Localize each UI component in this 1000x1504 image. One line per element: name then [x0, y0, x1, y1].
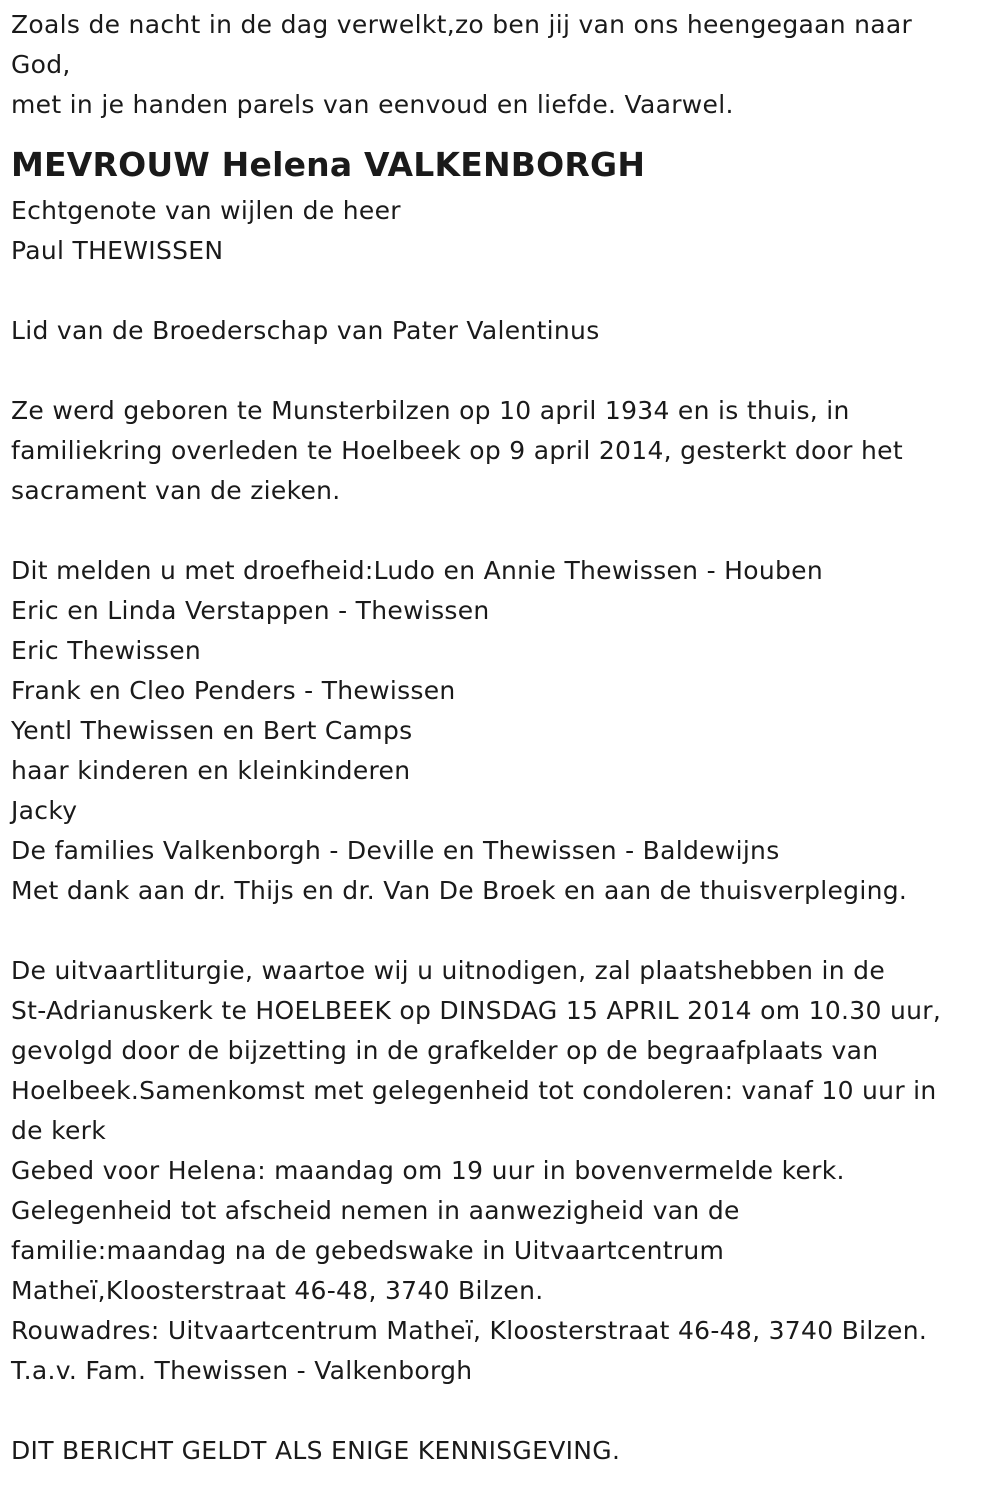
poem-line: God, [11, 50, 71, 79]
funeral-line: Gelegenheid tot afscheid nemen in aanwezigheid van de [11, 1196, 740, 1225]
birth-death-line: Ze werd geboren te Munsterbilzen op 10 april 1934 en is thuis, in [11, 396, 850, 425]
spacer [11, 271, 986, 311]
birth-death-line: sacrament van de zieken. [11, 476, 341, 505]
family-line: Frank en Cleo Penders - Thewissen [11, 676, 456, 705]
spacer [11, 1391, 986, 1431]
spouse-line: Echtgenote van wijlen de heer [11, 196, 401, 225]
spacer [11, 911, 986, 951]
deceased-name-title: MEVROUW Helena VALKENBORGH [11, 145, 646, 184]
family-line: De families Valkenborgh - Deville en Thewissen - Baldewijns [11, 836, 780, 865]
membership-line: Lid van de Broederschap van Pater Valentinus [11, 316, 600, 345]
family-line: Dit melden u met droefheid:Ludo en Annie Thewissen - Houben [11, 556, 823, 585]
funeral-line: familie:maandag na de gebedswake in Uitvaartcentrum [11, 1236, 725, 1265]
birth-death-line: familiekring overleden te Hoelbeek op 9 april 2014, gesterkt door het [11, 436, 903, 465]
poem-line: Zoals de nacht in de dag verwelkt,zo ben jij van ons heengegaan naar [11, 10, 913, 39]
funeral-line: Matheï,Kloosterstraat 46-48, 3740 Bilzen. [11, 1276, 544, 1305]
family-block [11, 551, 986, 911]
poem-line: met in je handen parels van eenvoud en liefde. Vaarwel. [11, 90, 734, 119]
family-line: haar kinderen en kleinkinderen [11, 756, 411, 785]
funeral-line: De uitvaartliturgie, waartoe wij u uitnodigen, zal plaatshebben in de [11, 956, 885, 985]
family-line: Jacky [11, 796, 78, 825]
spacer [11, 351, 986, 391]
funeral-line: St-Adrianuskerk te HOELBEEK op DINSDAG 15 APRIL 2014 om 10.30 uur, [11, 996, 942, 1025]
family-line: Met dank aan dr. Thijs en dr. Van De Broek en aan de thuisverpleging. [11, 876, 908, 905]
family-line: Yentl Thewissen en Bert Camps [11, 716, 413, 745]
family-line: Eric en Linda Verstappen - Thewissen [11, 596, 490, 625]
funeral-line: Hoelbeek.Samenkomst met gelegenheid tot condoleren: vanaf 10 uur in [11, 1076, 937, 1105]
obituary-notice [11, 5, 986, 1471]
poem-block [11, 5, 986, 125]
spouse-line: Paul THEWISSEN [11, 236, 224, 265]
funeral-line: T.a.v. Fam. Thewissen - Valkenborgh [11, 1356, 473, 1385]
spouse-block [11, 191, 986, 271]
spacer [11, 511, 986, 551]
family-line: Eric Thewissen [11, 636, 202, 665]
funeral-line: Gebed voor Helena: maandag om 19 uur in bovenvermelde kerk. [11, 1156, 845, 1185]
official-notice-line: DIT BERICHT GELDT ALS ENIGE KENNISGEVING. [11, 1436, 621, 1465]
funeral-line: de kerk [11, 1116, 107, 1145]
funeral-line: gevolgd door de bijzetting in de grafkelder op de begraafplaats van [11, 1036, 879, 1065]
birth-death-block [11, 391, 986, 511]
funeral-block [11, 951, 986, 1391]
funeral-line: Rouwadres: Uitvaartcentrum Matheï, Kloosterstraat 46-48, 3740 Bilzen. [11, 1316, 928, 1345]
